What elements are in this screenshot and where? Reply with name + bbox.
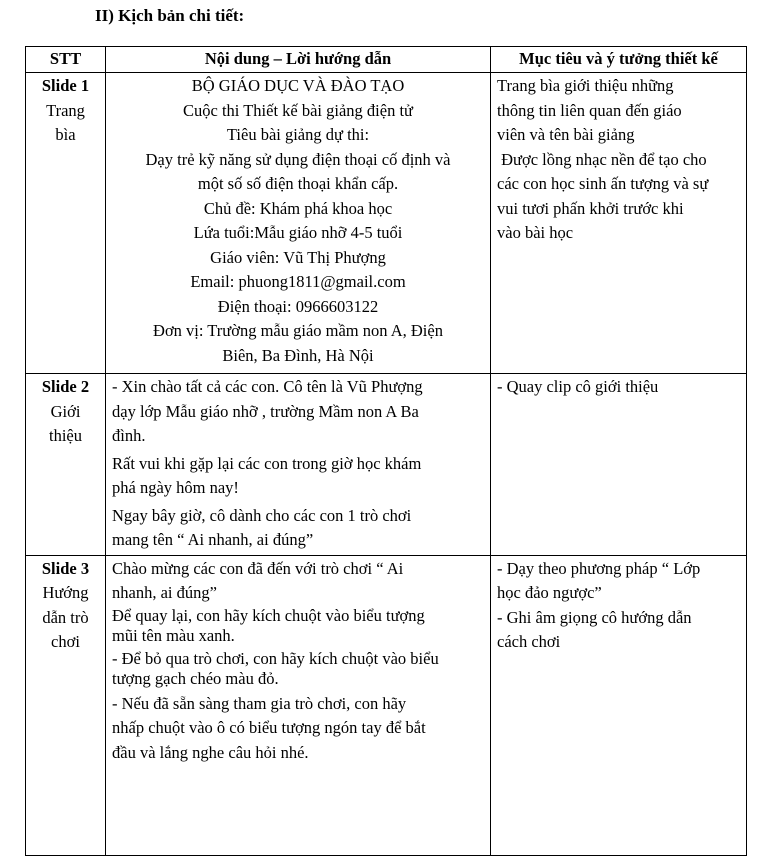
goal-line: cách chơi — [497, 632, 561, 651]
slide-id: Slide 1 — [41, 76, 90, 95]
table-row — [26, 555, 747, 855]
goal-line: vào bài học — [497, 223, 574, 242]
content-line: BỘ GIÁO DỤC VÀ ĐÀO TẠO — [191, 76, 405, 95]
goal-line: Trang bìa giới thiệu những — [497, 76, 674, 95]
content-line: mũi tên màu xanh. — [112, 625, 235, 645]
content-line: - Để bỏ qua trò chơi, con hãy kích chuột vào biểu — [112, 648, 439, 668]
content-line: Email: phuong1811@gmail.com — [190, 272, 406, 291]
section-heading: II) Kịch bản chi tiết: — [95, 6, 245, 25]
header-goal: Mục tiêu và ý tưởng thiết kế — [491, 47, 747, 73]
content-line: Đơn vị: Trường mẫu giáo mầm non A, Điện — [153, 321, 443, 340]
header-content: Nội dung – Lời hướng dẫn — [106, 47, 491, 73]
stt-cell — [26, 555, 106, 855]
content-line: Lứa tuổi:Mẫu giáo nhỡ 4-5 tuổi — [193, 223, 403, 242]
goal-line: vui tươi phấn khởi trước khi — [497, 198, 684, 218]
content-line: Điện thoại: 0966603122 — [217, 296, 379, 316]
slide-id: Slide 2 — [41, 377, 90, 396]
content-cell — [106, 555, 491, 855]
goal-line: các con học sinh ấn tượng và sự — [497, 174, 709, 193]
goal-line: thông tin liên quan đến giáo — [497, 100, 682, 120]
goal-line: Được lồng nhạc nền để tạo cho — [497, 149, 707, 169]
content-line: - Nếu đã sẵn sàng tham gia trò chơi, con hãy — [112, 693, 407, 713]
content-cell — [106, 73, 491, 374]
goal-line: - Dạy theo phương pháp “ Lớp — [497, 558, 701, 578]
table-header-row — [26, 47, 747, 73]
header-stt: STT — [26, 47, 106, 73]
content-line: Giáo viên: Vũ Thị Phượng — [210, 247, 386, 267]
goal-line: - Quay clip cô giới thiệu — [497, 377, 659, 396]
script-table — [25, 46, 747, 856]
content-line: Ngay bây giờ, cô dành cho các con 1 trò chơi — [112, 505, 412, 525]
table-row — [26, 73, 747, 374]
content-line: Tiêu bài giảng dự thi: — [226, 125, 370, 144]
table-row — [26, 374, 747, 556]
slide-name: Giới — [50, 401, 81, 421]
goal-cell — [491, 73, 747, 374]
stt-cell — [26, 73, 106, 374]
stt-cell — [26, 374, 106, 556]
content-line: Cuộc thi Thiết kế bài giảng điện tử — [183, 100, 413, 120]
content-line: tượng gạch chéo màu đỏ. — [112, 668, 279, 688]
goal-line: học đảo ngược” — [497, 583, 602, 602]
slide-id: Slide 3 — [41, 558, 90, 578]
content-line: nhanh, ai đúng” — [112, 583, 217, 602]
content-line: Chủ đề: Khám phá khoa học — [203, 198, 393, 218]
slide-name: chơi — [51, 632, 80, 651]
content-line: phá ngày hôm nay! — [112, 478, 239, 497]
content-line: Để quay lại, con hãy kích chuột vào biểu tượng — [112, 605, 425, 625]
slide-name: Trang — [46, 100, 85, 120]
content-line: Dạy trẻ kỹ năng sử dụng điện thoại cố định và — [145, 149, 451, 169]
content-cell — [106, 374, 491, 556]
goal-line: viên và tên bài giảng — [497, 125, 635, 144]
content-line: đình. — [112, 426, 146, 445]
content-line: - Xin chào tất cả các con. Cô tên là Vũ Phượng — [112, 377, 423, 396]
content-line: Chào mừng các con đã đến với trò chơi “ Ai — [112, 558, 404, 578]
content-line: nhấp chuột vào ô có biểu tượng ngón tay để bắt — [112, 718, 426, 737]
slide-name: Hướng — [42, 583, 89, 602]
goal-cell — [491, 374, 747, 556]
content-line: Biên, Ba Đình, Hà Nội — [222, 345, 374, 365]
goal-line: - Ghi âm giọng cô hướng dẫn — [497, 607, 692, 627]
goal-cell — [491, 555, 747, 855]
content-line: Rất vui khi gặp lại các con trong giờ học khám — [112, 453, 422, 473]
content-line: đầu và lắng nghe câu hỏi nhé. — [112, 742, 309, 762]
content-line: mang tên “ Ai nhanh, ai đúng” — [112, 530, 314, 549]
slide-name: dẫn trò — [42, 607, 89, 627]
slide-name: thiệu — [49, 426, 82, 445]
content-line: một số số điện thoại khẩn cấp. — [197, 174, 399, 193]
content-line: dạy lớp Mẫu giáo nhỡ , trường Mầm non A Ba — [112, 401, 419, 421]
slide-name: bìa — [55, 125, 76, 144]
